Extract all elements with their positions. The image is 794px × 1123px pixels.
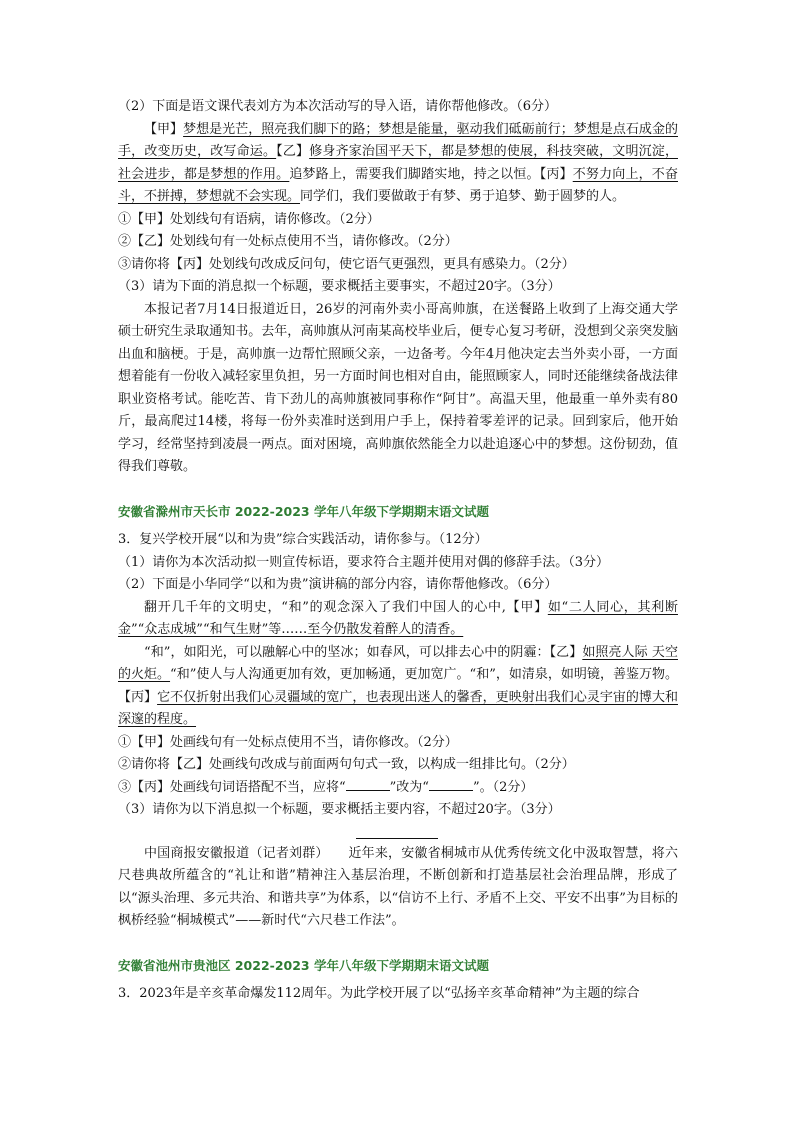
marker-yi: 【乙】 (549, 644, 583, 660)
question-2-intro: （2）下面是语文课代表刘方为本次活动写的导入语，请你帮他修改。（6分） (118, 99, 558, 114)
speech-paragraph-2: “和”，如阳光，可以融解心中的坚冰；如春风，可以排去心中的阴霾：【乙】如照亮人际 天空的火炬。“和”使人与人沟通更加有效，更加畅通，更加宽广。“和”，如清泉，如明镜，善鉴万物。【丙】它不仅折射出我们心灵疆域的宽广，也表现出迷人的馨香，更映射出我们心灵宇宙的博大和深邃的程度。 (118, 644, 678, 727)
section-heading-guichi: 安徽省池州市贵池区 2022-2023 学年八年级下学期期末语文试题 (118, 957, 489, 973)
underlined-yi: 如照亮人际 天空的火炬。 (118, 644, 678, 682)
news-passage-2: 中国商报安徽报道（记者刘群） 近年来，安徽省桐城市从优秀传统文化中汲取智慧，将六尺巷典故所蕴含的“礼让和谐”精神注入基层治理，不断创新和打造基层社会治理品牌，形成了以“源头治理、多元共治、和谐共享”为体系，以“信访不上行、矛盾不上交、平安不出事”为目标的枫桥经验“桐城模式”——新时代“六尺巷工作法”。 (118, 845, 678, 928)
question-3-heading: 3．复兴学校开展“以和为贵”综合实践活动，请你参与。（12分） (118, 532, 488, 547)
marker-jia: 【甲】 (505, 599, 548, 615)
answer-blank-2[interactable] (429, 778, 473, 791)
question-3-heading-guichi: 3．2023年是辛亥革命爆发112周年。为此学校开展了以“弘扬辛亥革命精神”为主题的综合 (118, 986, 640, 1001)
underlined-jia: 梦想是光芒，照亮我们脚下的路；梦想是能量，驱动我们砥砺前行；梦想是点石成金的手，改变历史，改写命运。 (118, 121, 678, 159)
title-answer-blank[interactable] (356, 828, 438, 839)
answer-blank-1[interactable] (346, 778, 390, 791)
document-page (118, 96, 678, 1006)
marker-jia: 【甲】 (144, 121, 184, 137)
news-passage-1: 本报记者7月14日报道近日，26岁的河南外卖小哥高帅旗，在送餐路上收到了上海交通大学硕士研究生录取通知书。去年，高帅旗从河南某高校毕业后，便专心复习考研，没想到父亲突发脑出血和脑梗。于是，高帅旗一边帮忙照顾父亲，一边备考。今年4月他决定去当外卖小哥，一方面想着能有一份收入减轻家里负担，另一方面时间也相对自由，能照顾家人，同时还能继续备战法律职业资格考试。能吃苦、肯下劲儿的高帅旗被同事称作“阿甘”。高温天里，他最重一单外卖有80斤，最高爬过14楼，将每一份外卖准时送到用户手上，保持着零差评的记录。回到家后，他开始学习，经常坚持到凌晨一两点。面对困境，高帅旗依然能全力以赴追逐心中的梦想。这份韧劲，值得我们尊敬。 (118, 301, 678, 474)
marker-bing: 【丙】 (539, 166, 573, 182)
speech-paragraph-1: 翻开几千年的文明史，“和”的观念深入了我们中国人的心中,【甲】如“二人同心，其利断金”“众志成城”“和气生财”等……至今仍散发着醉人的清香。 (118, 599, 678, 637)
sub-question-1: ①【甲】处划线句有语病，请你修改。（2分） (118, 211, 380, 227)
underlined-yi: 修身齐家治国平天下，都是梦想的使展，科技突破，文明沉淀，社会进步，都是梦想的作用。 (118, 144, 678, 182)
sub-question-3: ③请你将【丙】处划线句改成反问句，使它语气更强烈，更具有感染力。（2分） (118, 256, 575, 272)
passage-intro: 【甲】梦想是光芒，照亮我们脚下的路；梦想是能量，驱动我们砥砺前行；梦想是点石成金的手，改变历史，改写命运。【乙】修身齐家治国平天下，都是梦想的使展，科技突破，文明沉淀，社会进步，都是梦想的作用。追梦路上，需要我们脚踏实地，持之以恒。【丙】不努力向上，不奋斗，不拼搏，梦想就不会实现。同学们，我们要做敢于有梦、勇于追梦、勤于圆梦的人。 (118, 121, 678, 204)
question-3-2: （2）下面是小华同学“以和为贵”演讲稿的部分内容，请你帮他修改。（6分） (118, 577, 558, 592)
marker-yi: 【乙】 (276, 144, 310, 159)
underlined-bing: 不努力向上，不奋斗，不拼搏，梦想就不会实现。 (118, 166, 678, 204)
sub-question-3: ③【丙】处画线句词语搭配不当，应将“ ”改为“ ”。（2分） (118, 779, 534, 795)
marker-bing: 【丙】 (118, 689, 158, 705)
sub-question-1: ①【甲】处画线句有一处标点使用不当，请你修改。（2分） (118, 734, 458, 750)
section-heading-tianchang: 安徽省滁州市天长市 2022-2023 学年八年级下学期期末语文试题 (118, 503, 489, 519)
question-3-3: （3）请你为以下消息拟一个标题，要求概括主要内容，不超过20字。（3分） (118, 802, 561, 817)
underlined-jia: 如“二人同心，其利断金”“众志成城”“和气生财”等……至今仍散发着醉人的清香。 (118, 599, 678, 637)
sub-question-2: ②【乙】处划线句有一处标点使用不当，请你修改。（2分） (118, 234, 458, 249)
question-3-intro: （3）请为下面的消息拟一个标题，要求概括主要事实，不超过20字。（3分） (118, 279, 561, 294)
sub-question-2: ②请你将【乙】处画线句改成与前面两句句式一致，以构成一组排比句。（2分） (118, 757, 575, 772)
question-3-1: （1）请你为本次活动拟一则宣传标语，要求符合主题并使用对偶的修辞手法。（3分） (118, 554, 610, 570)
underlined-bing: 它不仅折射出我们心灵疆域的宽广，也表现出迷人的馨香，更映射出我们心灵宇宙的博大和深邃的程度。 (118, 689, 678, 727)
